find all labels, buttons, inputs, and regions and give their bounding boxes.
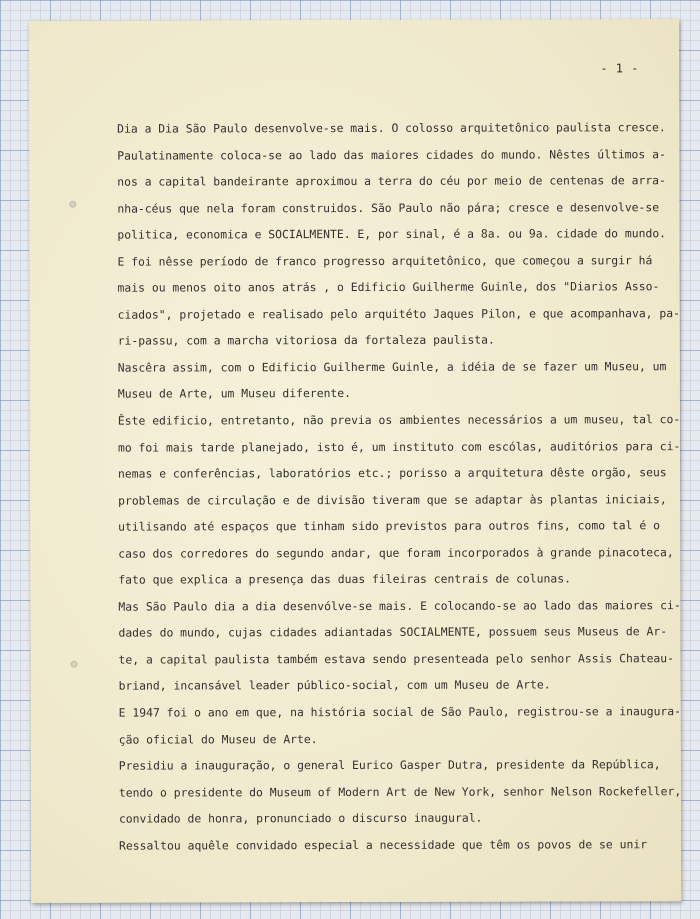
text-line: convidado de honra, pronunciado o discurso inaugural.: [118, 810, 483, 826]
text-line: briand, incansável leader público-social, com um Museu de Arte.: [118, 677, 551, 694]
text-line: nos a capital bandeirante aproximou a terra do céu por meio de centenas de arra-: [117, 173, 666, 189]
text-line: Ressaltou aquêle convidado especial a necessidade que têm os povos de se unir: [118, 837, 648, 853]
text-line: Êste edificio, entretanto, não previa os ambientes necessários a um museu, tal co-: [117, 412, 681, 428]
text-line: Dia a Dia São Paulo desenvolve-se mais. O colosso arquitetônico paulista cresce.: [117, 120, 666, 136]
text-line: mais ou menos oito anos atrás , o Edificio Guilherme Guinle, dos "Diarios Asso-: [117, 279, 660, 295]
text-line: nemas e conferências, laboratórios etc.; porisso a arquitetura dêste orgão, seus: [118, 465, 667, 481]
text-line: mo foi mais tarde planejado, isto é, um instituto com escólas, auditórios para ci-: [117, 438, 681, 455]
text-line: ção oficial do Museu de Arte.: [118, 731, 318, 747]
text-line: dades do mundo, cujas cidades adiantadas SOCIALMENTE, possuem seus Museus de Ar-: [118, 624, 668, 641]
typewritten-page: [29, 19, 681, 903]
text-line: Mas São Paulo dia a dia desenvólve-se mais. E colocando-se ao lado das maiores ci-: [118, 597, 681, 614]
body-text: [117, 114, 682, 859]
text-line: tendo o presidente do Museum of Modern Art de New York, senhor Nelson Rockefeller,: [118, 783, 682, 800]
text-line: Presidiu a inauguração, o general Eurico Gasper Dutra, presidente da República,: [118, 757, 661, 773]
text-line: E 1947 foi o ano em que, na história social de São Paulo, registrou-se a inaugura-: [118, 704, 682, 720]
text-line: nha-céus que nela foram construidos. São Paulo não pára; cresce e desenvolve-se: [117, 199, 660, 216]
punch-hole-mark: [71, 661, 78, 668]
text-line: Museu de Arte, um Museu diferente.: [117, 386, 352, 402]
text-line: E foi nêsse período de franco progresso arquitetônico, que começou a surgir há: [117, 252, 653, 269]
text-line: te, a capital paulista também estava sendo presenteada pelo senhor Assis Chateau-: [118, 651, 675, 667]
punch-hole-mark: [69, 201, 76, 208]
text-line: utilisando até espaços que tinham sido previstos para outros fins, como tal é o: [118, 518, 660, 534]
text-line: caso dos corredores do segundo andar, que foram incorporados à grande pinacoteca,: [118, 544, 674, 561]
text-line: ciados", projetado e realisado pelo arquitéto Jaques Pilon, e que acompanhava, pa-: [117, 305, 680, 322]
text-line: problemas de circulação e de divisão tiveram que se adaptar às plantas iniciais,: [118, 491, 667, 508]
page-number: - 1 -: [600, 61, 639, 76]
text-line: fato que explica a presença das duas fileiras centrais de colunas.: [118, 571, 571, 587]
text-line: politica, economica e SOCIALMENTE. E, por sinal, é a 8a. ou 9a. cidade do mundo.: [117, 226, 667, 242]
text-line: Paulatinamente coloca-se ao lado das maiores cidades do mundo. Nêstes últimos a-: [117, 146, 666, 163]
text-line: Nascêra assim, com o Edificio Guilherme Guinle, a idéia de se fazer um Museu, um: [117, 359, 667, 375]
text-line: ri-passu, com a marcha vitoriosa da fortaleza paulista.: [117, 333, 495, 348]
